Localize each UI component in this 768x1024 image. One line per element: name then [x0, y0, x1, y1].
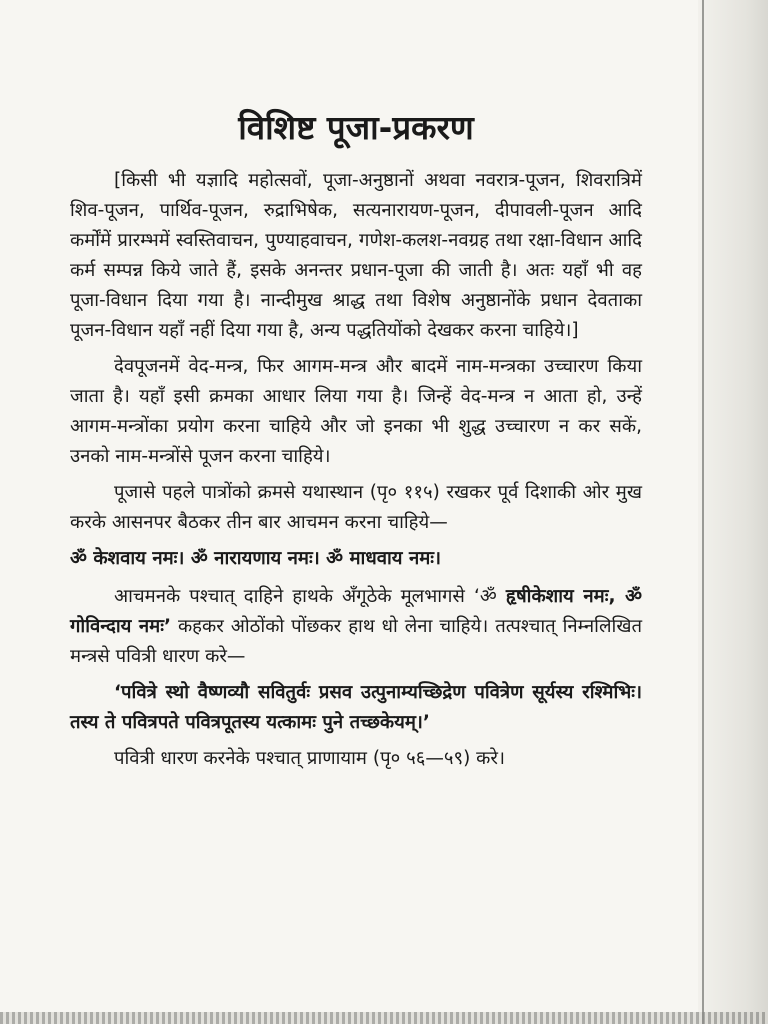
devpujan-paragraph: देवपूजनमें वेद-मन्त्र, फिर आगम-मन्त्र और बादमें नाम-मन्त्रका उच्चारण किया जाता है। यहाँ इसी क्रमका आधार लिया गया है। जिन्हें वेद-मन्त्र न आता हो, उन्हें आगम-मन्त्रोंका प्रयोग करना चाहिये और जो इनका भी शुद्ध उच्चारण न कर सकें, उनको नाम-मन्त्रोंसे पूजन करना चाहिये।: [70, 355, 642, 467]
pranayam-paragraph: पवित्री धारण करनेके पश्चात् प्राणायाम (पृ० ५६—५९) करे।: [114, 747, 505, 769]
page-title: विशिष्ट पूजा-प्रकरण: [238, 108, 474, 147]
achaman-after-text-1: आचमनके पश्चात् दाहिने हाथके अँगूठेके मूलभागसे ‘ॐ: [114, 585, 506, 607]
page-edge-line: [702, 0, 704, 1024]
page-edge: [698, 0, 768, 1024]
page-body: [70, 108, 642, 780]
achaman-after-mantra: हृषीकेशाय नमः, ॐ गोविन्दाय नमः’: [70, 585, 642, 637]
achaman-after-text-2: कहकर ओठोंको पोंछकर हाथ धो लेना चाहिये। तत्पश्चात् निम्नलिखित मन्त्रसे पवित्री धारण करे—: [70, 615, 642, 667]
achaman-after-paragraph: [70, 582, 642, 672]
achaman-mantra: ॐ केशवाय नमः। ॐ नारायणाय नमः। ॐ माधवाय नमः।: [70, 547, 442, 569]
purva-paragraph: पूजासे पहले पात्रोंको क्रमसे यथास्थान (पृ० ११५) रखकर पूर्व दिशाकी ओर मुख करके आसनपर बैठकर तीन बार आचमन करना चाहिये—: [70, 481, 642, 533]
intro-paragraph: [किसी भी यज्ञादि महोत्सवों, पूजा-अनुष्ठानों अथवा नवरात्र-पूजन, शिवरात्रिमें शिव-पूजन, पार्थिव-पूजन, रुद्राभिषेक, सत्यनारायण-पूजन, दीपावली-पूजन आदि कर्मोंमें प्रारम्भमें स्वस्तिवाचन, पुण्याहवाचन, गणेश-कलश-नवग्रह तथा रक्षा-विधान आदि कर्म सम्पन्न किये जाते हैं, इसके अनन्तर प्रधान-पूजा की जाती है। अतः यहाँ भी वह पूजा-विधान दिया गया है। नान्दीमुख श्राद्ध तथा विशेष अनुष्ठानोंके प्रधान देवताका पूजन-विधान यहाँ नहीं दिया गया है, अन्य पद्धतियोंको देखकर करना चाहिये।]: [70, 169, 642, 341]
bottom-scan-strip: [0, 1012, 768, 1024]
pavitri-mantra: ‘पवित्रे स्थो वैष्णव्यौ सवितुर्वः प्रसव उत्पुनाम्यच्छिद्रेण पवित्रेण सूर्यस्य रश्मिभिः। तस्य ते पवित्रपते पवित्रपूतस्य यत्कामः पुने तच्छकेयम्।’: [70, 681, 642, 733]
